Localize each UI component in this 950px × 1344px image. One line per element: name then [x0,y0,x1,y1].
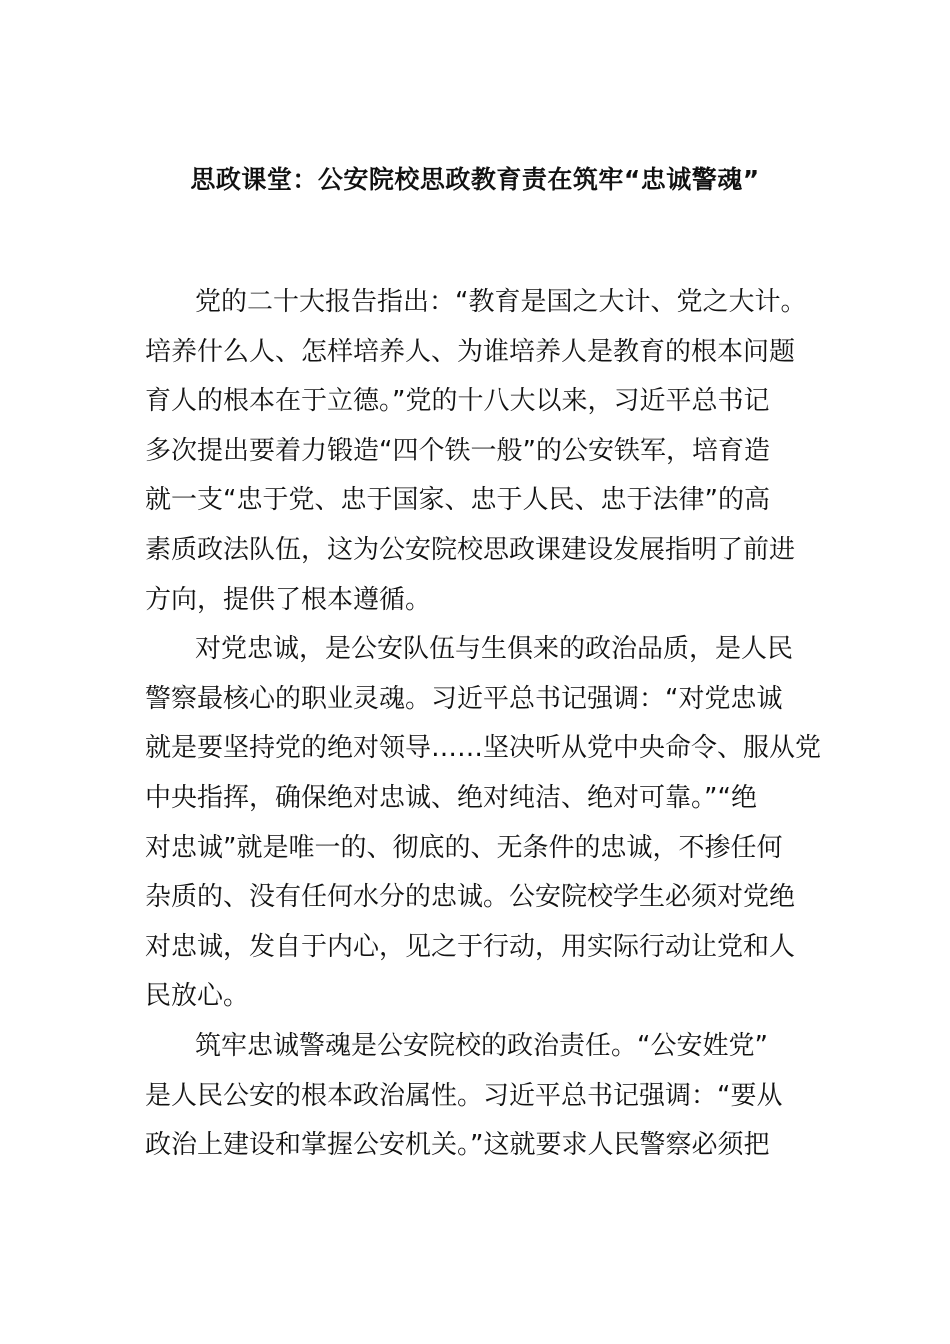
paragraph-line: 就一支“忠于党、忠于国家、忠于人民、忠于法律”的高 [145,485,770,516]
paragraph-line: 对忠诚，发自于内心，见之于行动，用实际行动让党和人 [145,931,796,962]
document-body [145,278,822,1171]
paragraph-line: 素质政法队伍，这为公安院校思政课建设发展指明了前进 [145,534,796,565]
paragraph-line: 就是要坚持党的绝对领导……坚决听从党中央命令、服从党 [145,733,822,764]
paragraph-line: 是人民公安的根本政治属性。习近平总书记强调：“要从 [145,1080,783,1111]
paragraph-line: 对党忠诚，是公安队伍与生俱来的政治品质，是人民 [195,634,794,665]
paragraph-line: 党的二十大报告指出：“教育是国之大计、党之大计。 [195,287,807,317]
paragraph-line: 中央指挥，确保绝对忠诚、绝对纯洁、绝对可靠。”“绝 [145,782,757,813]
document-title: 思政课堂：公安院校思政教育责在筑牢“忠诚警魂” [190,165,760,194]
paragraph-line: 警察最核心的职业灵魂。习近平总书记强调：“对党忠诚 [145,683,783,714]
paragraph-line: 方向，提供了根本遵循。 [145,584,432,615]
paragraph-line: 政治上建设和掌握公安机关。”这就要求人民警察必须把 [145,1130,770,1161]
paragraph-line: 多次提出要着力锻造“四个铁一般”的公安铁军，培育造 [145,435,770,466]
paragraph-line: 杂质的、没有任何水分的忠诚。公安院校学生必须对党绝 [145,882,796,913]
paragraph-line: 民放心。 [145,981,250,1012]
paragraph-line: 育人的根本在于立德。”党的十八大以来，习近平总书记 [145,386,770,417]
paragraph-line: 筑牢忠诚警魂是公安院校的政治责任。“公安姓党” [195,1030,768,1061]
paragraph-line: 培养什么人、怎样培养人、为谁培养人是教育的根本问题 [145,336,796,367]
paragraph-line: 对忠诚”就是唯一的、彻底的、无条件的忠诚，不掺任何 [145,832,783,863]
